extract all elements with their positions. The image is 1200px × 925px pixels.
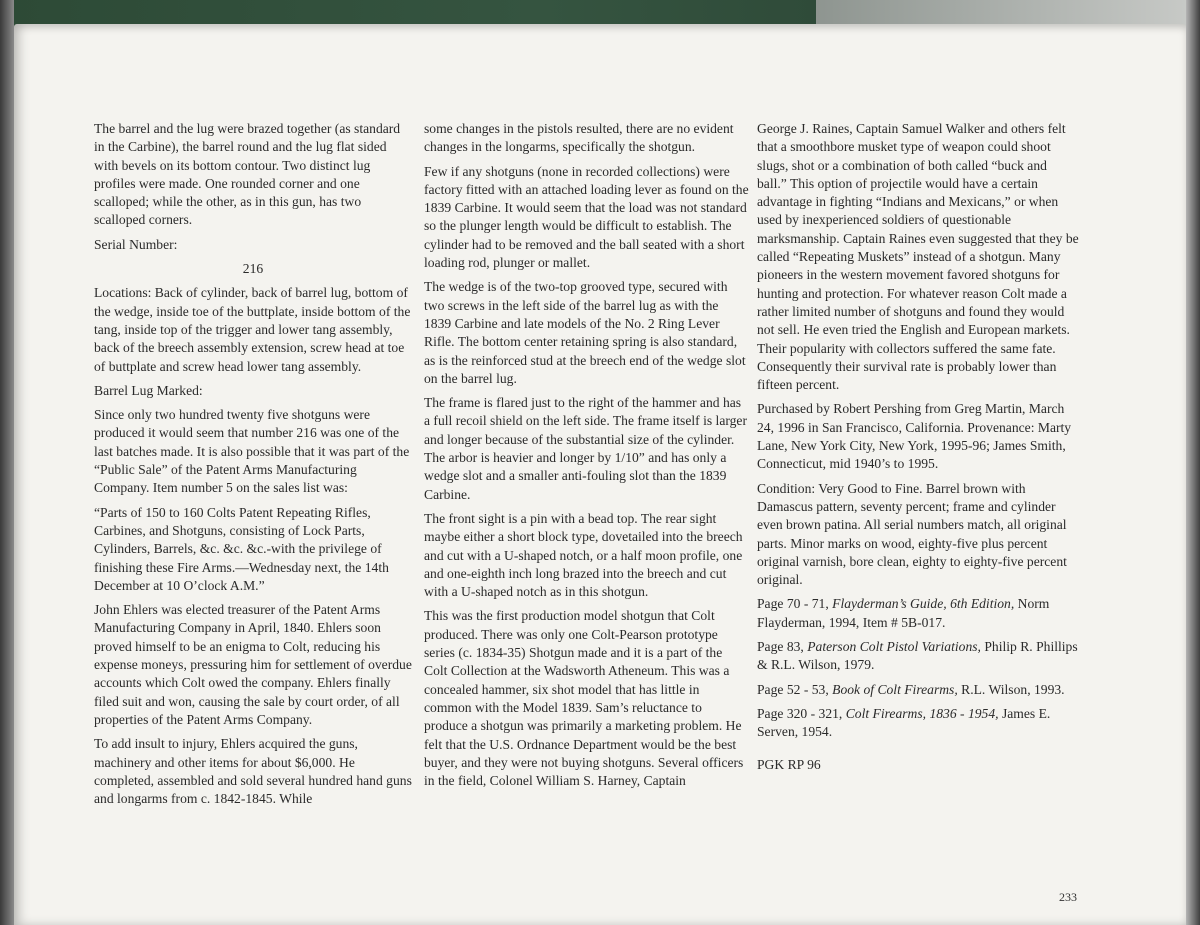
reference-paterson: Page 83, Paterson Colt Pistol Variations, Philip R. Phillips & R.L. Wilson, 1979.: [757, 639, 1078, 673]
paragraph-public-sale: Since only two hundred twenty five shotguns were produced it would seem that number 216 was one of the last batches made. It is also possible that it was part of the “Public Sale” of the Patent Arms Manufacturing Company. Item number 5 on the sales list was:: [94, 407, 410, 496]
paragraph-john-ehlers: John Ehlers was elected treasurer of the Patent Arms Manufacturing Company in April, 1840. Ehlers soon proved himself to be an enigma to Colt, reducing his expense moneys, pressuring him for settlement of overdue accounts which Colt owed the company. Ehlers finally filed suit and won, causing the sale by court order, of all properties of the Patent Arms Company.: [94, 602, 412, 727]
paragraph-sales-list-quote: “Parts of 150 to 160 Colts Patent Repeating Rifles, Carbines, and Shotguns, consisting of Lock Parts, Cylinders, Barrels, &c. &c. &c.-with the privilege of finishing these Fire Arms.—Wednesday next, the 14th December at 10 O’clock A.M.”: [94, 504, 389, 593]
reference-flayderman: Page 70 - 71, Flayderman’s Guide, 6th Edition, Norm Flayderman, 1994, Item # 5B-017.: [757, 596, 1050, 630]
text-column-3: [757, 120, 1079, 780]
paragraph-loading-lever: Few if any shotguns (none in recorded collections) were factory fitted with an attached loading lever as found on the 1839 Carbine. It would seem that the load was not standard so the plunger length would be difficult to establish. The cylinder had to be removed and the ball seated with a short loading rod, plunger or mallet.: [424, 163, 749, 271]
reference-title: Paterson Colt Pistol Variations,: [807, 639, 981, 655]
paragraph-wedge: The wedge is of the two-top grooved type, secured with two screws in the left side of the barrel lug as with the 1839 Carbine and late models of the No. 2 Ring Lever Rifle. The bottom center retaining spring is also standard, as is the reinforced stud at the breech end of the wedge slot on the barrel lug.: [424, 279, 746, 386]
scan-edge-right: [1186, 0, 1200, 925]
paragraph-frame: The frame is flared just to the right of the hammer and has a full recoil shield on the left side. The frame itself is larger and longer because of the substantial size of the cylinder. The arbor is heavier and longer by 1/10” and has only a wedge slot and a smaller anti-fouling slot than the 1839 Carbine.: [424, 395, 747, 502]
reference-book-of-colt: Page 52 - 53, Book of Colt Firearms, R.L. Wilson, 1993.: [757, 681, 1065, 697]
serial-number-value: 216: [242, 261, 264, 277]
paragraph-buck-and-ball: George J. Raines, Captain Samuel Walker and others felt that a smoothbore musket type of weapon could shoot slugs, shot or a combination of both called “buck and ball.” This option of projectile would have a certain advantage in fighting “Indians and Mexicans,” or when used by inexperienced soldiers of questionable marksmanship. Captain Raines even suggested that they be called “Repeating Muskets” instead of a shotgun. Many pioneers in the western movement favored shotguns for hunting and protection. For whatever reason Colt made a rather limited number of shotguns and found they would not sell. He even tried the English and European markets. Their popularity with collectors suffered the same fate. Consequently their survival rate is probably lower than fifteen percent.: [757, 121, 1079, 393]
text-column-1: [94, 120, 412, 814]
paragraph-barrel-lug: The barrel and the lug were brazed together (as standard in the Carbine), the barrel round and the lug flat sided with bevels on its bottom contour. Two distinct lug profiles were made. One rounded corner and one scalloped; while the other, as in this gun, has two scalloped corners.: [94, 121, 401, 228]
book-page: [14, 24, 1186, 925]
paragraph-locations: Locations: Back of cylinder, back of barrel lug, bottom of the wedge, inside toe of the buttplate, inside bottom of the tang, inside top of the trigger and lower tang assembly, back of the breech assembly extension, screw head at toe of buttplate and screw head lower tang assembly.: [94, 285, 411, 374]
barrel-lug-marked-label: Barrel Lug Marked:: [94, 382, 203, 398]
paragraph-front-sight: The front sight is a pin with a bead top. The rear sight maybe either a short block type, dovetailed into the breech and cut with a U-shaped notch, or a half moon profile, one and one-eighth inch long brazed into the breech and cut with a U-shaped notch as in this shotgun.: [424, 510, 743, 600]
paragraph-changes-in-pistols: some changes in the pistols resulted, there are no evident changes in the longarms, specifically the shotgun.: [424, 121, 734, 155]
serial-number-label: Serial Number:: [94, 236, 178, 252]
reference-title: Colt Firearms, 1836 - 1954,: [845, 705, 999, 721]
text-column-2: [424, 120, 749, 796]
catalog-code: PGK RP 96: [757, 756, 821, 772]
page-number: 233: [1059, 890, 1077, 904]
paragraph-first-production-model: This was the first production model shotgun that Colt produced. There was only one Colt-Pearson prototype series (c. 1834-35) Shotgun made and it is a part of the Colt Collection at the Wadsworth Atheneum. This was a concealed hammer, six shot model that has little in common with the Model 1839. Sam’s reluctance to produce a shotgun was primarily a marketing problem. He felt that the U.S. Ordnance Department would be the best buyer, and they were not buying shotguns. Several officers in the field, Colonel William S. Harney, Captain: [424, 608, 744, 789]
reference-colt-firearms: Page 320 - 321, Colt Firearms, 1836 - 1954, James E. Serven, 1954.: [757, 705, 1051, 740]
reference-title: Flayderman’s Guide, 6th Edition,: [832, 596, 1015, 612]
paragraph-condition: Condition: Very Good to Fine. Barrel brown with Damascus pattern, seventy percent; frame and cylinder even brown patina. All serial numbers match, all original parts. Minor marks on wood, eighty-five plus percent original varnish, bore clean, eighty to eighty-five percent original.: [757, 480, 1067, 588]
paragraph-insult-to-injury: To add insult to injury, Ehlers acquired the guns, machinery and other items for about $6,000. He completed, assembled and sold several hundred hand guns and longarms from c. 1842-1845. While: [94, 736, 412, 807]
scan-edge-left: [0, 0, 14, 925]
paragraph-provenance: Purchased by Robert Pershing from Greg Martin, March 24, 1996 in San Francisco, California. Provenance: Marty Lane, New York City, New York, 1995-96; James Smith, Connecticut, mid 1940’s to 1995.: [757, 401, 1072, 472]
reference-title: Book of Colt Firearms,: [832, 681, 958, 697]
